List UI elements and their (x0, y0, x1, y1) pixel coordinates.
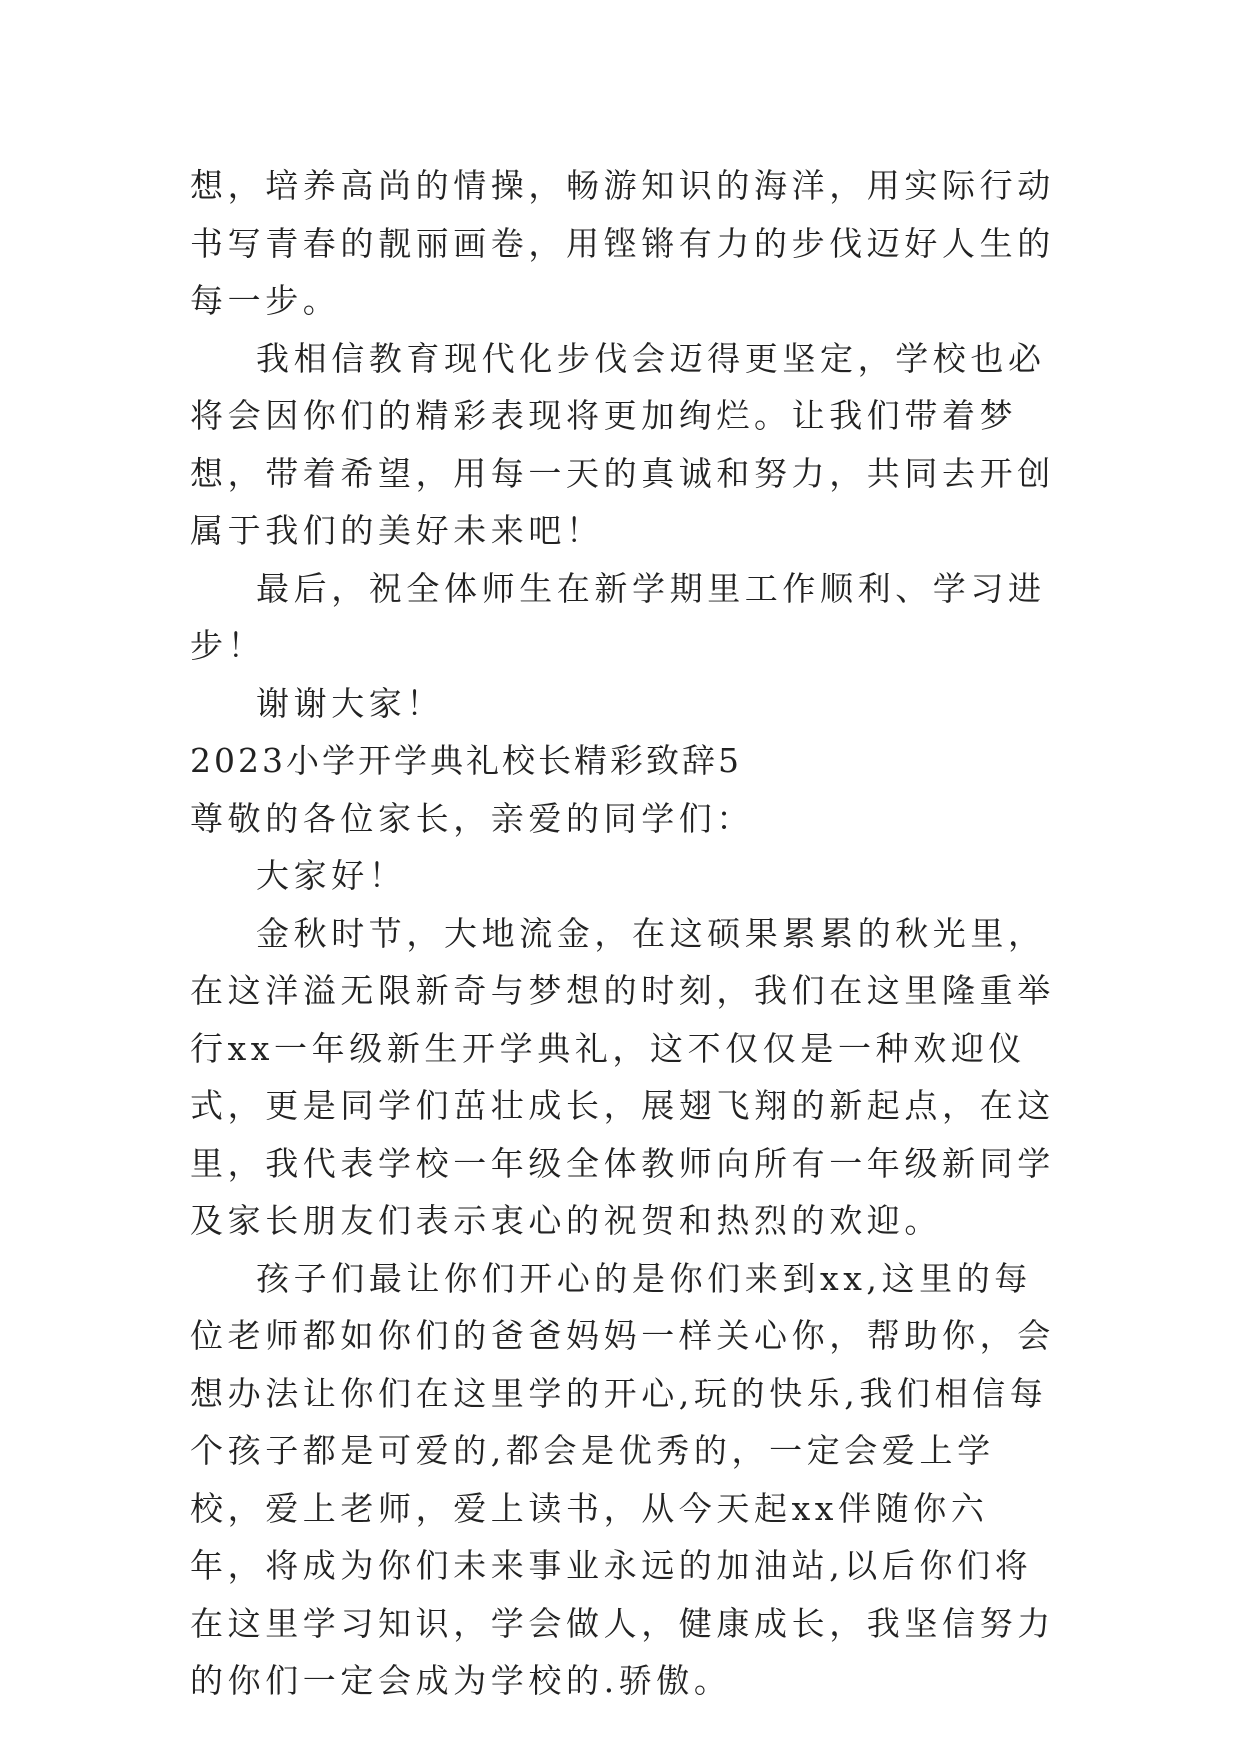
paragraph-greeting: 大家好！ (256, 856, 407, 895)
paragraph-continued: 想，培养高尚的情操，畅游知识的海洋，用实际行动书写青春的靓丽画卷，用铿锵有力的步伐迈好人生的每一步。 (190, 166, 1055, 320)
paragraph-thanks: 谢谢大家！ (256, 683, 444, 723)
paragraph-belief: 我相信教育现代化步伐会迈得更坚定，学校也必将会因你们的精彩表现将更加绚烂。让我们带着梦想，带着希望，用每一天的真诚和努力，共同去开创属于我们的美好未来吧！ (190, 338, 1055, 550)
section-heading: 2023小学开学典礼校长精彩致辞5 (190, 741, 742, 780)
paragraph-wishes: 最后，祝全体师生在新学期里工作顺利、学习进步！ (190, 568, 1046, 665)
paragraph-children: 孩子们最让你们开心的是你们来到xx,这里的每位老师都如你们的爸爸妈妈一样关心你，帮助你，会想办法让你们在这里学的开心,玩的快乐,我们相信每个孩子都是可爱的,都会是优秀的，一定会爱上学校，爱上老师，爱上读书，从今天起xx伴随你六年，将成为你们未来事业永远的加油站,以后你们将在这里学习知识，学会做人，健康成长，我坚信努力的你们一定会成为学校的.骄傲。 (190, 1258, 1055, 1700)
document-body (190, 157, 1060, 1710)
paragraph-welcome: 金秋时节，大地流金，在这硕果累累的秋光里，在这洋溢无限新奇与梦想的时刻，我们在这里隆重举行xx一年级新生开学典礼，这不仅仅是一种欢迎仪式，更是同学们茁壮成长，展翅飞翔的新起点，在这里，我代表学校一年级全体教师向所有一年级新同学及家长朋友们表示衷心的祝贺和热烈的欢迎。 (190, 913, 1055, 1240)
salutation: 尊敬的各位家长，亲爱的同学们： (190, 798, 754, 838)
